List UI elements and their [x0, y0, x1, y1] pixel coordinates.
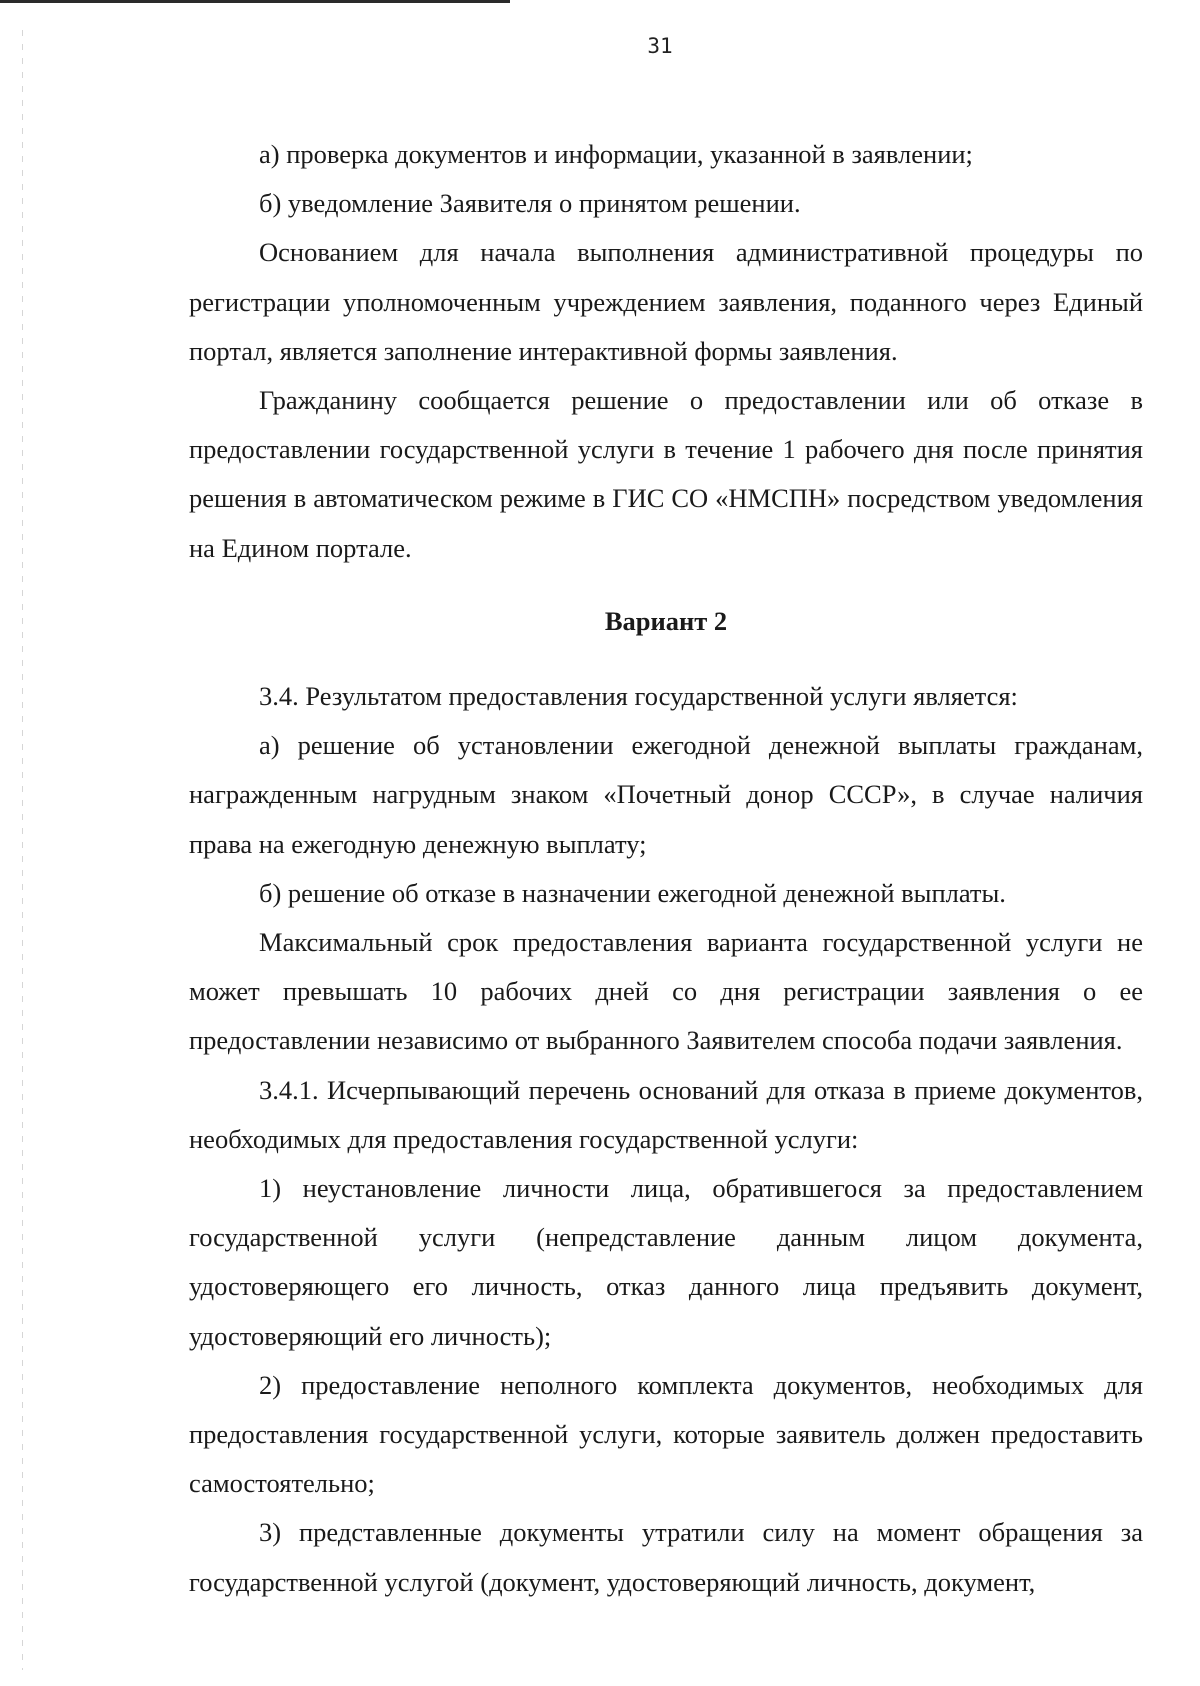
paragraph-item-b-notify: б) уведомление Заявителя о принятом решении.: [259, 188, 801, 219]
scan-top-rule: [0, 0, 510, 3]
paragraph-max-term: Максимальный срок предоставления варианта государственной услуги не может превышать 10 рабочих дней со дня регистрации заявления о ее предоставлении независимо от выбранного Заявителем способа подачи заявления.: [189, 927, 1143, 1056]
paragraph-result-a: а) решение об установлении ежегодной денежной выплаты гражданам, награжденным нагрудным знаком «Почетный донор СССР», в случае наличия права на ежегодную денежную выплату;: [189, 730, 1143, 859]
paragraph-result-b: б) решение об отказе в назначении ежегодной денежной выплаты.: [259, 877, 1006, 908]
paragraph-ground-2: 2) предоставление неполного комплекта документов, необходимых для предоставления государственной услуги, которые заявитель должен предоставить самостоятельно;: [189, 1369, 1143, 1499]
paragraph-procedure-basis: Основанием для начала выполнения административной процедуры по регистрации уполномоченным учреждением заявления, поданного через Единый портал, является заполнение интерактивной формы заявления.: [189, 237, 1143, 366]
section-heading: Вариант 2: [604, 605, 728, 636]
paragraph-3-4-1-grounds: 3.4.1. Исчерпывающий перечень оснований для отказа в приеме документов, необходимых для предоставления государственной услуги:: [189, 1074, 1143, 1154]
paragraph-ground-3: 3) представленные документы утратили силу на момент обращения за государственной услугой (документ, удостоверяющий личность, документ,: [189, 1517, 1143, 1597]
scan-left-edge: [22, 30, 23, 1670]
paragraph-citizen-notified: Гражданину сообщается решение о предоставлении или об отказе в предоставлении государственной услуги в течение 1 рабочего дня после принятия решения в автоматическом режиме в ГИС СО «НМСПН» посредством уведомления на Едином портале.: [189, 385, 1143, 563]
paragraph-ground-1: 1) неустановление личности лица, обратившегося за предоставлением государственной услуги (непредставление данным лицом документа, удостоверяющего его личность, отказ данного лица предъявить документ, удостоверяющий его личность);: [189, 1173, 1143, 1351]
paragraph-item-a-check: а) проверка документов и информации, указанной в заявлении;: [259, 139, 973, 169]
page-number: 31: [647, 34, 673, 58]
paragraph-3-4-result: 3.4. Результатом предоставления государственной услуги является:: [259, 681, 1018, 712]
document-body: [189, 130, 1143, 1607]
